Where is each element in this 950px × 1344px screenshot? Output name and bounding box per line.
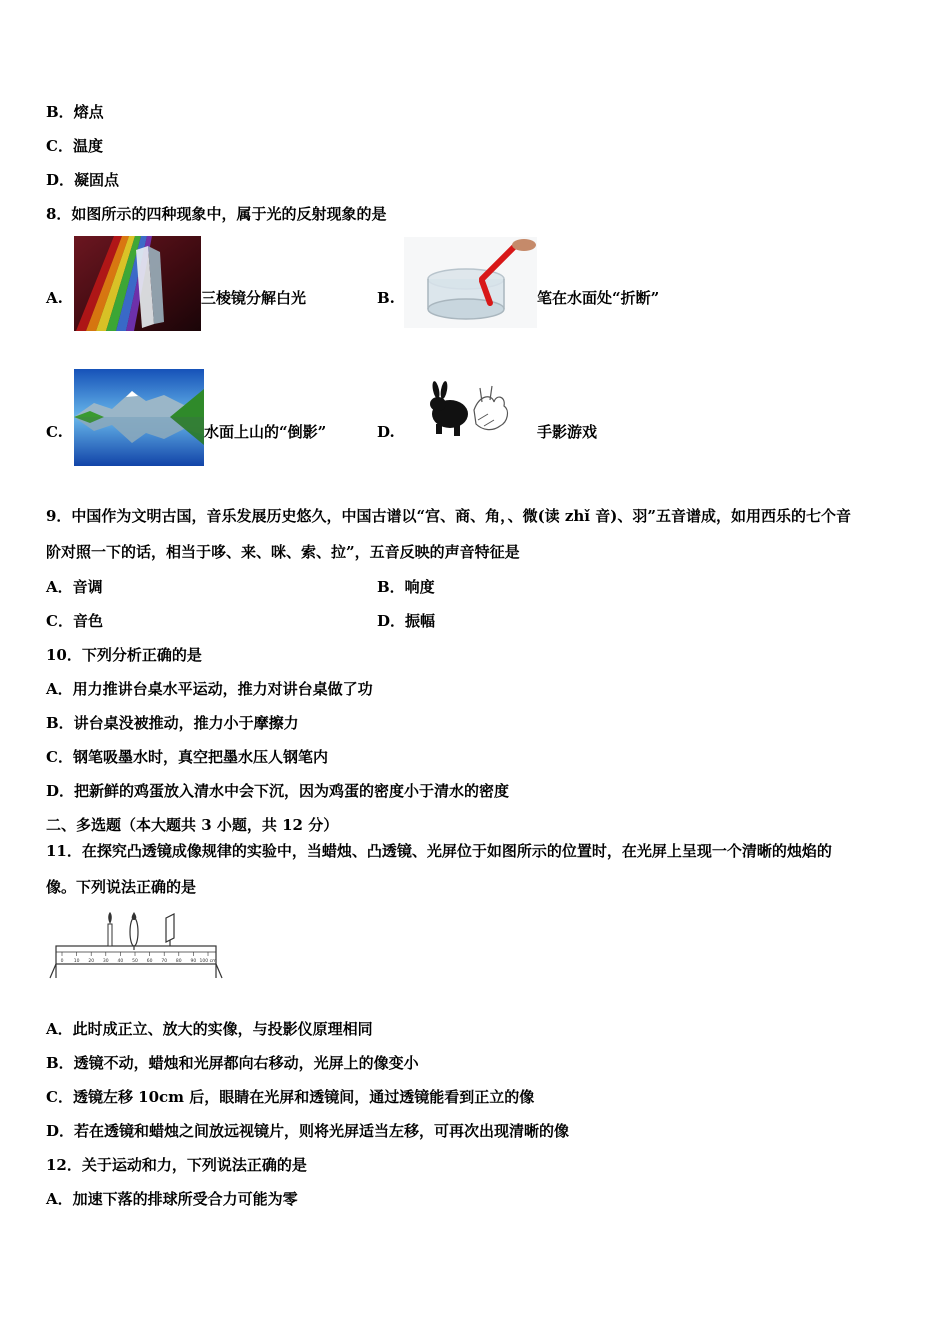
q11-option-b: B．透镜不动，蜡烛和光屏都向右移动，光屏上的像变小 xyxy=(46,1054,419,1072)
q8-option-d-caption: 手影游戏 xyxy=(537,423,598,441)
q7-option-c: C．温度 xyxy=(46,137,103,155)
q10-option-b: B．讲台桌没被推动，推力小于摩擦力 xyxy=(46,714,299,732)
q8-option-c-caption: 水面上山的“倒影” xyxy=(204,423,327,441)
q10-stem: 10．下列分析正确的是 xyxy=(46,646,202,664)
q9-option-b: B．响度 xyxy=(377,578,435,596)
ruler-tick-label: 40 xyxy=(117,959,124,964)
hand-shadow-image xyxy=(422,380,516,442)
ruler-tick-label: 80 xyxy=(175,959,182,964)
section-title: 二、多选题（本大题共 3 小题，共 12 分） xyxy=(46,816,339,834)
q9-stem-line1: 9．中国作为文明古国，音乐发展历史悠久，中国古谱以“宫、商、角，、微(读 zhǐ 音)、羽”五音谱成，如用西乐的七个音 xyxy=(46,507,851,525)
ruler-tick-label: 100 cm xyxy=(199,959,217,964)
q9-stem-line2: 阶对照一下的话，相当于哆、来、咪、索、拉”，五音反映的声音特征是 xyxy=(46,543,520,561)
q11-stem-line1: 11．在探究凸透镜成像规律的实验中，当蜡烛、凸透镜、光屏位于如图所示的位置时，在光屏上呈现一个清晰的烛焰的 xyxy=(46,842,832,860)
q10-option-d: D．把新鲜的鸡蛋放入清水中会下沉，因为鸡蛋的密度小于清水的密度 xyxy=(46,782,510,800)
q9-option-c: C．音色 xyxy=(46,612,103,630)
ruler-tick-label: 90 xyxy=(190,959,197,964)
ruler-tick-label: 10 xyxy=(73,959,80,964)
ruler-tick-label: 0 xyxy=(60,959,64,964)
q8-stem: 8．如图所示的四种现象中，属于光的反射现象的是 xyxy=(46,205,387,223)
q11-option-c: C．透镜左移 10cm 后，眼睛在光屏和透镜间，通过透镜能看到正立的像 xyxy=(46,1088,535,1106)
optical-bench-diagram xyxy=(48,910,223,982)
ruler-tick-label: 70 xyxy=(161,959,168,964)
q12-option-a: A．加速下落的排球所受合力可能为零 xyxy=(46,1190,298,1208)
ruler-tick-label: 30 xyxy=(102,959,109,964)
q11-option-d: D．若在透镜和蜡烛之间放远视镜片，则将光屏适当左移，可再次出现清晰的像 xyxy=(46,1122,570,1140)
pencil-in-water-image xyxy=(404,237,537,328)
q12-stem: 12．关于运动和力，下列说法正确的是 xyxy=(46,1156,307,1174)
q9-option-a: A．音调 xyxy=(46,578,103,596)
ruler-tick-label: 60 xyxy=(146,959,153,964)
q10-option-a: A．用力推讲台桌水平运动，推力对讲台桌做了功 xyxy=(46,680,373,698)
q10-option-c: C．钢笔吸墨水时，真空把墨水压人钢笔内 xyxy=(46,748,328,766)
q8-option-a-letter: A. xyxy=(46,289,63,307)
q8-option-d-letter: D. xyxy=(377,423,395,441)
prism-image xyxy=(74,236,201,331)
q7-option-d: D．凝固点 xyxy=(46,171,120,189)
mountain-reflection-image xyxy=(74,369,204,466)
q8-option-a-caption: 三棱镜分解白光 xyxy=(201,289,307,307)
q9-option-d: D．振幅 xyxy=(377,612,436,630)
q8-option-b-caption: 笔在水面处“折断” xyxy=(537,289,660,307)
q8-option-c-letter: C. xyxy=(46,423,63,441)
ruler-tick-label: 50 xyxy=(132,959,138,964)
q7-option-b: B．熔点 xyxy=(46,103,104,121)
ruler-tick-label: 20 xyxy=(88,959,95,964)
q11-stem-line2: 像。下列说法正确的是 xyxy=(46,878,197,896)
q11-option-a: A．此时成正立、放大的实像，与投影仪原理相同 xyxy=(46,1020,373,1038)
q8-option-b-letter: B. xyxy=(377,289,395,307)
